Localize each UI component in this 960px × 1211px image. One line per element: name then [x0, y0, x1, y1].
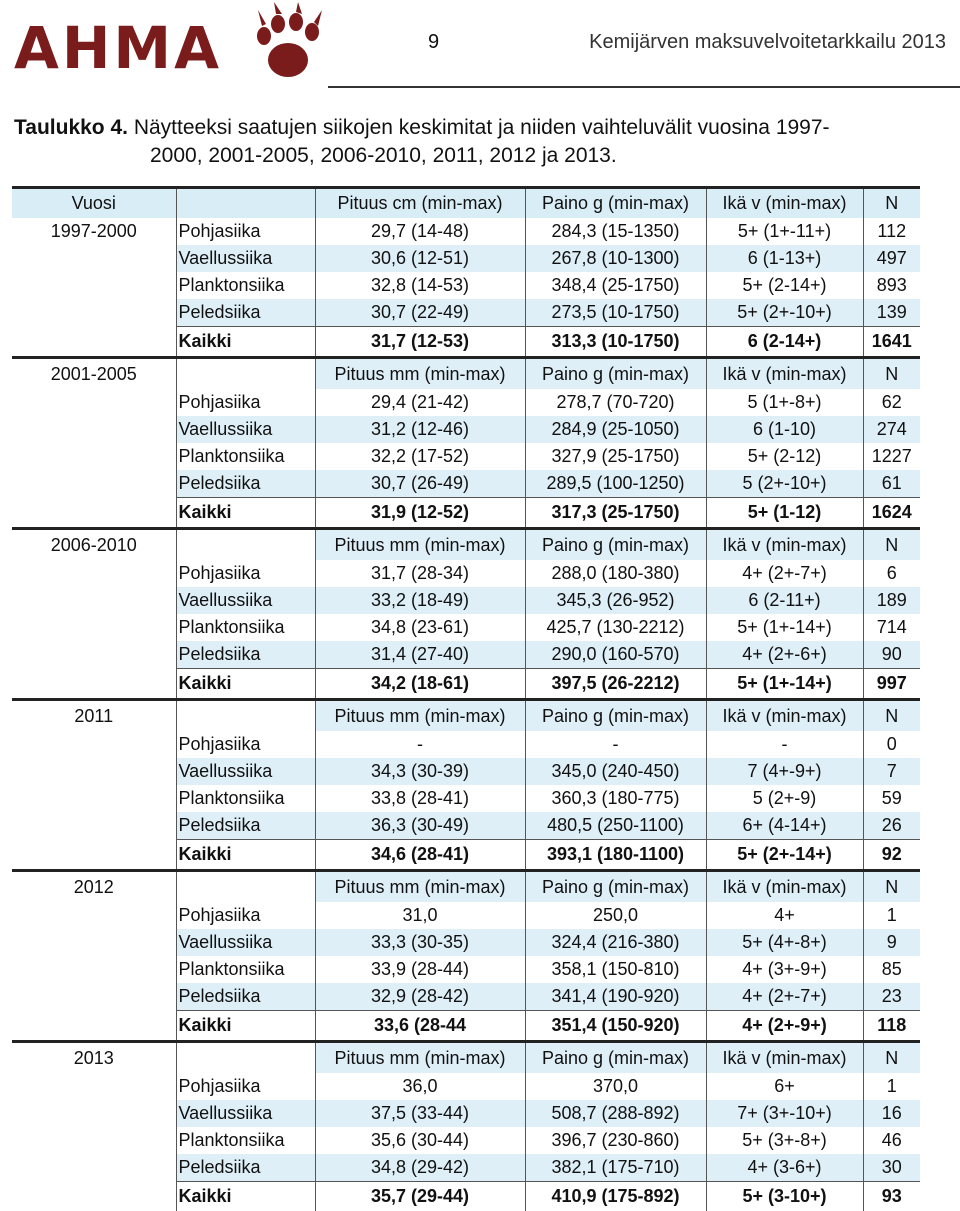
caption-label: Taulukko 4. [14, 116, 128, 139]
table-row [12, 587, 920, 614]
species-name: Kaikki [176, 498, 315, 529]
page-header [0, 0, 960, 88]
table-cell: 35,7 (29-44) [315, 1182, 525, 1211]
table-cell: 327,9 (25-1750) [525, 443, 706, 470]
column-header: Ikä v (min-max) [706, 358, 863, 390]
species-name: Vaellussiika [176, 416, 315, 443]
table-cell: 324,4 (216-380) [525, 929, 706, 956]
empty-cell [12, 758, 176, 785]
table-cell: 5+ (1+-14+) [706, 614, 863, 641]
column-header: Paino g (min-max) [525, 1042, 706, 1074]
table-cell: 1227 [863, 443, 920, 470]
column-header: Paino g (min-max) [525, 529, 706, 561]
table-cell: 1624 [863, 498, 920, 529]
empty-cell [12, 731, 176, 758]
table-cell: 4+ (2+-6+) [706, 641, 863, 669]
column-header: N [863, 188, 920, 219]
table-cell: 5+ (2-14+) [706, 272, 863, 299]
logo-text: AHMA [14, 18, 222, 78]
table-cell: 59 [863, 785, 920, 812]
column-header [176, 188, 315, 219]
table-cell: 382,1 (175-710) [525, 1154, 706, 1182]
table-row [12, 299, 920, 327]
column-header: N [863, 529, 920, 561]
table-cell: 480,5 (250-1100) [525, 812, 706, 840]
species-name: Kaikki [176, 840, 315, 871]
table-cell: 1 [863, 902, 920, 929]
empty-cell [12, 272, 176, 299]
table-cell: 6 (1-13+) [706, 245, 863, 272]
table-cell: 351,4 (150-920) [525, 1011, 706, 1042]
table-cell: 32,8 (14-53) [315, 272, 525, 299]
table-cell: 33,9 (28-44) [315, 956, 525, 983]
table-cell: 6+ (4-14+) [706, 812, 863, 840]
column-header: N [863, 700, 920, 732]
table-cell: 34,6 (28-41) [315, 840, 525, 871]
table-cell: 396,7 (230-860) [525, 1127, 706, 1154]
empty-cell [12, 443, 176, 470]
column-header: Ikä v (min-max) [706, 1042, 863, 1074]
table-cell: - [315, 731, 525, 758]
year-label: 2001-2005 [12, 358, 176, 390]
table-cell: 345,0 (240-450) [525, 758, 706, 785]
table-row [12, 560, 920, 587]
table-cell: 317,3 (25-1750) [525, 498, 706, 529]
column-header: N [863, 871, 920, 903]
table-cell: 32,2 (17-52) [315, 443, 525, 470]
table-cell: 30 [863, 1154, 920, 1182]
species-name: Vaellussiika [176, 929, 315, 956]
table-cell: 284,3 (15-1350) [525, 218, 706, 245]
empty-cell [12, 498, 176, 529]
empty-cell [12, 1182, 176, 1211]
table-cell: 33,8 (28-41) [315, 785, 525, 812]
species-name: Planktonsiika [176, 272, 315, 299]
table-cell: 5+ (1-12) [706, 498, 863, 529]
empty-cell [176, 1042, 315, 1074]
header-rule [328, 86, 960, 88]
table-cell: 90 [863, 641, 920, 669]
table-cell: 62 [863, 389, 920, 416]
table-cell: 31,0 [315, 902, 525, 929]
empty-cell [12, 840, 176, 871]
table-cell: 284,9 (25-1050) [525, 416, 706, 443]
species-name: Kaikki [176, 327, 315, 358]
empty-cell [12, 1100, 176, 1127]
table-cell: 348,4 (25-1750) [525, 272, 706, 299]
table-cell: 397,5 (26-2212) [525, 669, 706, 700]
table-cell: 1641 [863, 327, 920, 358]
column-header: Ikä v (min-max) [706, 700, 863, 732]
table-cell: 33,3 (30-35) [315, 929, 525, 956]
empty-cell [176, 871, 315, 903]
year-label: 2006-2010 [12, 529, 176, 561]
column-header: Pituus mm (min-max) [315, 871, 525, 903]
species-name: Peledsiika [176, 812, 315, 840]
table-row [12, 812, 920, 840]
empty-cell [12, 1011, 176, 1042]
table-row [12, 389, 920, 416]
table-cell: 370,0 [525, 1073, 706, 1100]
empty-cell [176, 358, 315, 390]
table-cell: 34,8 (29-42) [315, 1154, 525, 1182]
table-cell: 4+ (2+-9+) [706, 1011, 863, 1042]
empty-cell [12, 956, 176, 983]
table-row [12, 416, 920, 443]
empty-cell [12, 1154, 176, 1182]
species-name: Peledsiika [176, 983, 315, 1011]
table-cell: 5+ (3+-8+) [706, 1127, 863, 1154]
species-name: Kaikki [176, 669, 315, 700]
year-label: 2012 [12, 871, 176, 903]
year-header-row [12, 871, 920, 903]
table-cell: - [525, 731, 706, 758]
table-cell: 5+ (1+-14+) [706, 669, 863, 700]
table-cell: 7+ (3+-10+) [706, 1100, 863, 1127]
table-cell: 0 [863, 731, 920, 758]
total-row [12, 669, 920, 700]
empty-cell [12, 614, 176, 641]
table-header-row [12, 188, 920, 219]
year-header-row [12, 700, 920, 732]
table-row [12, 218, 920, 245]
column-header: Ikä v (min-max) [706, 529, 863, 561]
column-header: Paino g (min-max) [525, 188, 706, 219]
table-cell: 6 (2-14+) [706, 327, 863, 358]
table-row [12, 785, 920, 812]
table-cell: 5+ (3-10+) [706, 1182, 863, 1211]
table-row [12, 1127, 920, 1154]
empty-cell [12, 389, 176, 416]
column-header: Pituus mm (min-max) [315, 529, 525, 561]
column-header: N [863, 358, 920, 390]
table-cell: 189 [863, 587, 920, 614]
species-name: Kaikki [176, 1011, 315, 1042]
table-cell: 893 [863, 272, 920, 299]
column-header: Vuosi [12, 188, 176, 219]
table-cell: 85 [863, 956, 920, 983]
table-cell: 16 [863, 1100, 920, 1127]
table-cell: 29,4 (21-42) [315, 389, 525, 416]
ahma-logo [14, 2, 319, 84]
year-header-row [12, 358, 920, 390]
empty-cell [12, 929, 176, 956]
table-row [12, 731, 920, 758]
table-row [12, 902, 920, 929]
table-cell: 61 [863, 470, 920, 498]
column-header: N [863, 1042, 920, 1074]
table-cell: 29,7 (14-48) [315, 218, 525, 245]
table-cell: 118 [863, 1011, 920, 1042]
table-cell: 290,0 (160-570) [525, 641, 706, 669]
empty-cell [12, 1127, 176, 1154]
species-name: Peledsiika [176, 470, 315, 498]
table-cell: 410,9 (175-892) [525, 1182, 706, 1211]
table-cell: 31,2 (12-46) [315, 416, 525, 443]
column-header: Ikä v (min-max) [706, 871, 863, 903]
table-cell: 92 [863, 840, 920, 871]
column-header: Ikä v (min-max) [706, 188, 863, 219]
table-row [12, 956, 920, 983]
empty-cell [12, 785, 176, 812]
table-cell: 341,4 (190-920) [525, 983, 706, 1011]
paw-print-icon [252, 2, 324, 84]
table-cell: 31,4 (27-40) [315, 641, 525, 669]
year-header-row [12, 1042, 920, 1074]
caption-line-1: Näytteeksi saatujen siikojen keskimitat ja niiden vaihteluvälit vuosina 1997- [134, 116, 830, 139]
empty-cell [12, 470, 176, 498]
table-cell: 36,0 [315, 1073, 525, 1100]
table-cell: 4+ [706, 902, 863, 929]
table-cell: 4+ (3-6+) [706, 1154, 863, 1182]
species-name: Planktonsiika [176, 956, 315, 983]
table-caption [14, 114, 954, 170]
table-cell: 5+ (2+-14+) [706, 840, 863, 871]
species-name: Pohjasiika [176, 1073, 315, 1100]
species-name: Kaikki [176, 1182, 315, 1211]
table-cell: 5+ (2+-10+) [706, 299, 863, 327]
table-row [12, 1073, 920, 1100]
empty-cell [12, 641, 176, 669]
empty-cell [176, 700, 315, 732]
empty-cell [176, 529, 315, 561]
table-cell: 34,3 (30-39) [315, 758, 525, 785]
empty-cell [12, 245, 176, 272]
table-cell: 497 [863, 245, 920, 272]
caption-line-2: 2000, 2001-2005, 2006-2010, 2011, 2012 ja 2013. [14, 142, 954, 170]
year-label: 1997-2000 [12, 218, 176, 245]
table-cell: 345,3 (26-952) [525, 587, 706, 614]
table-cell: 30,7 (26-49) [315, 470, 525, 498]
table-cell: 6 [863, 560, 920, 587]
species-name: Planktonsiika [176, 443, 315, 470]
column-header: Paino g (min-max) [525, 871, 706, 903]
table-cell: 26 [863, 812, 920, 840]
table-cell: 425,7 (130-2212) [525, 614, 706, 641]
table-row [12, 983, 920, 1011]
table-cell: 112 [863, 218, 920, 245]
table-cell: 34,8 (23-61) [315, 614, 525, 641]
table-cell: 393,1 (180-1100) [525, 840, 706, 871]
table-cell: 35,6 (30-44) [315, 1127, 525, 1154]
total-row [12, 1182, 920, 1211]
empty-cell [12, 416, 176, 443]
empty-cell [12, 327, 176, 358]
table-row [12, 641, 920, 669]
table-row [12, 614, 920, 641]
empty-cell [12, 299, 176, 327]
column-header: Pituus mm (min-max) [315, 358, 525, 390]
species-name: Peledsiika [176, 1154, 315, 1182]
year-header-row [12, 529, 920, 561]
species-name: Peledsiika [176, 641, 315, 669]
table-row [12, 1100, 920, 1127]
document-title: Kemijärven maksuvelvoitetarkkailu 2013 [589, 31, 946, 54]
species-name: Pohjasiika [176, 560, 315, 587]
table-row [12, 758, 920, 785]
species-name: Pohjasiika [176, 218, 315, 245]
table-row [12, 272, 920, 299]
table-cell: 289,5 (100-1250) [525, 470, 706, 498]
table-cell: 274 [863, 416, 920, 443]
table-cell: 31,7 (28-34) [315, 560, 525, 587]
table-cell: 33,6 (28-44 [315, 1011, 525, 1042]
table-cell: 358,1 (150-810) [525, 956, 706, 983]
table-cell: 6 (1-10) [706, 416, 863, 443]
species-name: Vaellussiika [176, 1100, 315, 1127]
whitefish-measurements-table [12, 186, 920, 1211]
species-name: Vaellussiika [176, 245, 315, 272]
table-cell: 360,3 (180-775) [525, 785, 706, 812]
table-row [12, 443, 920, 470]
species-name: Vaellussiika [176, 587, 315, 614]
column-header: Pituus cm (min-max) [315, 188, 525, 219]
table-cell: 31,7 (12-53) [315, 327, 525, 358]
table-cell: 31,9 (12-52) [315, 498, 525, 529]
table-row [12, 929, 920, 956]
empty-cell [12, 669, 176, 700]
table-cell: 6+ [706, 1073, 863, 1100]
table-cell: 278,7 (70-720) [525, 389, 706, 416]
species-name: Planktonsiika [176, 614, 315, 641]
species-name: Pohjasiika [176, 902, 315, 929]
column-header: Pituus mm (min-max) [315, 1042, 525, 1074]
table-cell: 7 (4+-9+) [706, 758, 863, 785]
table-cell: 93 [863, 1182, 920, 1211]
table-cell: 288,0 (180-380) [525, 560, 706, 587]
species-name: Planktonsiika [176, 1127, 315, 1154]
total-row [12, 840, 920, 871]
table-cell: 5 (2+-10+) [706, 470, 863, 498]
table-cell: 1 [863, 1073, 920, 1100]
species-name: Pohjasiika [176, 731, 315, 758]
table-row [12, 470, 920, 498]
total-row [12, 327, 920, 358]
table-cell: 33,2 (18-49) [315, 587, 525, 614]
table-cell: 36,3 (30-49) [315, 812, 525, 840]
column-header: Pituus mm (min-max) [315, 700, 525, 732]
table-row [12, 245, 920, 272]
table-cell: 4+ (3+-9+) [706, 956, 863, 983]
table-cell: - [706, 731, 863, 758]
empty-cell [12, 983, 176, 1011]
table-cell: 139 [863, 299, 920, 327]
table-cell: 997 [863, 669, 920, 700]
table-cell: 267,8 (10-1300) [525, 245, 706, 272]
table-cell: 714 [863, 614, 920, 641]
table-cell: 5 (2+-9) [706, 785, 863, 812]
table-cell: 250,0 [525, 902, 706, 929]
species-name: Peledsiika [176, 299, 315, 327]
page-number: 9 [428, 31, 439, 54]
species-name: Vaellussiika [176, 758, 315, 785]
table-cell: 32,9 (28-42) [315, 983, 525, 1011]
total-row [12, 1011, 920, 1042]
table-cell: 5+ (1+-11+) [706, 218, 863, 245]
table-cell: 5 (1+-8+) [706, 389, 863, 416]
empty-cell [12, 902, 176, 929]
empty-cell [12, 1073, 176, 1100]
table-cell: 5+ (2-12) [706, 443, 863, 470]
table-cell: 313,3 (10-1750) [525, 327, 706, 358]
column-header: Paino g (min-max) [525, 700, 706, 732]
table-cell: 46 [863, 1127, 920, 1154]
year-label: 2013 [12, 1042, 176, 1074]
table-cell: 4+ (2+-7+) [706, 983, 863, 1011]
total-row [12, 498, 920, 529]
table-cell: 5+ (4+-8+) [706, 929, 863, 956]
column-header: Paino g (min-max) [525, 358, 706, 390]
table-cell: 6 (2-11+) [706, 587, 863, 614]
species-name: Planktonsiika [176, 785, 315, 812]
table-cell: 7 [863, 758, 920, 785]
table-cell: 9 [863, 929, 920, 956]
table-cell: 273,5 (10-1750) [525, 299, 706, 327]
table-cell: 37,5 (33-44) [315, 1100, 525, 1127]
species-name: Pohjasiika [176, 389, 315, 416]
table-cell: 4+ (2+-7+) [706, 560, 863, 587]
table-cell: 30,7 (22-49) [315, 299, 525, 327]
table-cell: 34,2 (18-61) [315, 669, 525, 700]
table-cell: 23 [863, 983, 920, 1011]
empty-cell [12, 587, 176, 614]
empty-cell [12, 812, 176, 840]
table-row [12, 1154, 920, 1182]
year-label: 2011 [12, 700, 176, 732]
table-cell: 508,7 (288-892) [525, 1100, 706, 1127]
table-cell: 30,6 (12-51) [315, 245, 525, 272]
empty-cell [12, 560, 176, 587]
